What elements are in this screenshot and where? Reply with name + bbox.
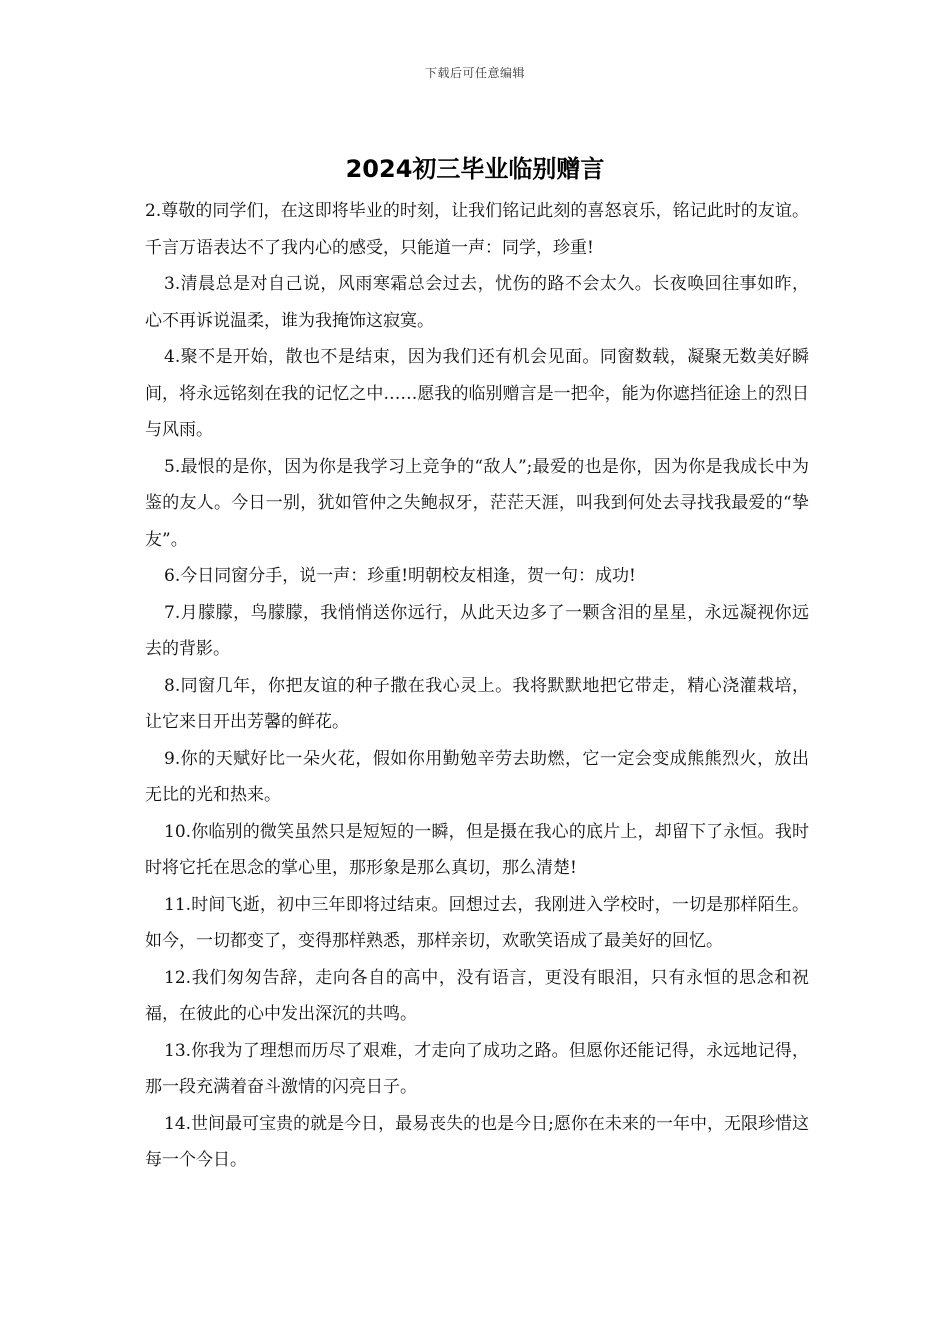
paragraph-3: 3.清晨总是对自己说，风雨寒霜总会过去，忧伤的路不会太久。长夜唤回往事如昨，心不再诉说温柔，谁为我掩饰这寂寞。 (145, 274, 809, 331)
document-body (145, 193, 809, 1179)
paragraph-9: 9.你的天赋好比一朵火花，假如你用勤勉辛劳去助燃，它一定会变成熊熊烈火，放出无比的光和热来。 (145, 748, 809, 805)
paragraph-4: 4.聚不是开始，散也不是结束，因为我们还有机会见面。同窗数载，凝聚无数美好瞬间，将永远铭刻在我的记忆之中……愿我的临别赠言是一把伞，能为你遮挡征途上的烈日与风雨。 (145, 347, 809, 440)
paragraph-8: 8.同窗几年，你把友谊的种子撒在我心灵上。我将默默地把它带走，精心浇灌栽培，让它来日开出芳馨的鲜花。 (145, 675, 809, 732)
paragraph-10: 10.你临别的微笑虽然只是短短的一瞬，但是摄在我心的底片上，却留下了永恒。我时时将它托在思念的掌心里，那形象是那么真切，那么清楚! (145, 821, 809, 878)
paragraph-11: 11.时间飞逝，初中三年即将过结束。回想过去，我刚进入学校时，一切是那样陌生。如今，一切都变了，变得那样熟悉，那样亲切，欢歌笑语成了最美好的回忆。 (145, 894, 809, 951)
header-note: 下载后可任意编辑 (424, 66, 525, 80)
paragraph-7: 7.月朦朦，鸟朦朦，我悄悄送你远行，从此天边多了一颗含泪的星星，永远凝视你远去的背影。 (145, 602, 809, 659)
paragraph-14: 14.世间最可宝贵的就是今日，最易丧失的也是今日;愿你在未来的一年中，无限珍惜这每一个今日。 (145, 1113, 809, 1170)
paragraph-6: 6.今日同窗分手，说一声：珍重!明朝校友相逢，贺一句：成功! (164, 566, 636, 586)
paragraph-12: 12.我们匆匆告辞，走向各自的高中，没有语言，更没有眼泪，只有永恒的思念和祝福，在彼此的心中发出深沉的共鸣。 (145, 967, 809, 1024)
document-title: 2024初三毕业临别赠言 (345, 155, 605, 183)
paragraph-5: 5.最恨的是你，因为你是我学习上竞争的“敌人”;最爱的也是你，因为你是我成长中为鉴的友人。今日一别，犹如管仲之失鲍叔牙，茫茫天涯，叫我到何处去寻找我最爱的“挚友”。 (145, 456, 809, 550)
paragraph-13: 13.你我为了理想而历尽了艰难，才走向了成功之路。但愿你还能记得，永远地记得，那一段充满着奋斗激情的闪亮日子。 (145, 1040, 809, 1097)
paragraph-2: 2.尊敬的同学们，在这即将毕业的时刻，让我们铭记此刻的喜怒哀乐，铭记此时的友谊。千言万语表达不了我内心的感受，只能道一声：同学，珍重! (145, 201, 809, 258)
